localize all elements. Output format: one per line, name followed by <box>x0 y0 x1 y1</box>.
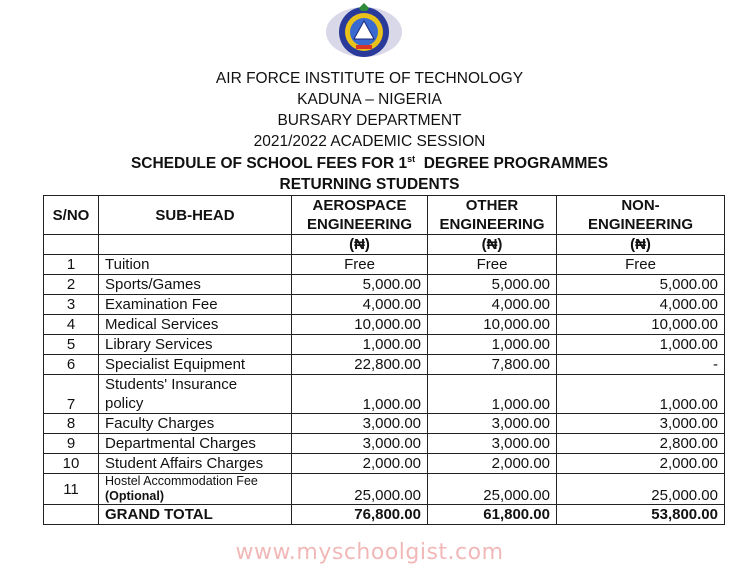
col-header-sno: S/NO <box>44 196 99 235</box>
currency-aero: (₦) <box>292 235 428 255</box>
col-header-non: NON- ENGINEERING <box>557 196 725 235</box>
academic-session: 2021/2022 ACADEMIC SESSION <box>253 133 486 150</box>
grand-total-non: 53,800.00 <box>557 505 725 525</box>
table-header-row <box>44 196 725 235</box>
institute-location: KADUNA – NIGERIA <box>297 91 442 108</box>
table-row: 2 Sports/Games 5,000.00 5,000.00 5,000.00 <box>44 275 725 295</box>
col-header-other: OTHER ENGINEERING <box>428 196 557 235</box>
grand-total-row <box>44 505 725 525</box>
grand-total-other: 61,800.00 <box>428 505 557 525</box>
schedule-subtitle: RETURNING STUDENTS <box>279 176 460 193</box>
col-header-subhead: SUB-HEAD <box>99 196 292 235</box>
table-row: 4 Medical Services 10,000.00 10,000.00 10,000.00 <box>44 315 725 335</box>
grand-total-label: GRAND TOTAL <box>99 505 292 525</box>
currency-other: (₦) <box>428 235 557 255</box>
department-name: BURSARY DEPARTMENT <box>277 112 462 129</box>
table-row: 8 Faculty Charges 3,000.00 3,000.00 3,000.00 <box>44 414 725 434</box>
watermark-text: www.myschoolgist.com <box>235 540 504 565</box>
table-row: 3 Examination Fee 4,000.00 4,000.00 4,000.00 <box>44 295 725 315</box>
fees-table <box>43 195 725 525</box>
table-row: 11 Hostel Accommodation Fee (Optional) 25,000.00 25,000.00 25,000.00 <box>44 474 725 505</box>
currency-non: (₦) <box>557 235 725 255</box>
grand-total-aero: 76,800.00 <box>292 505 428 525</box>
table-row: 6 Specialist Equipment 22,800.00 7,800.00 - <box>44 355 725 375</box>
table-row: 5 Library Services 1,000.00 1,000.00 1,000.00 <box>44 335 725 355</box>
table-row: 9 Departmental Charges 3,000.00 3,000.00 2,800.00 <box>44 434 725 454</box>
col-header-aerospace: AEROSPACE ENGINEERING <box>292 196 428 235</box>
currency-row <box>44 235 725 255</box>
table-row: 1 Tuition Free Free Free <box>44 255 725 275</box>
institute-crest-logo <box>323 2 405 58</box>
institute-name: AIR FORCE INSTITUTE OF TECHNOLOGY <box>215 70 524 87</box>
schedule-title: SCHEDULE OF SCHOOL FEES FOR 1st DEGREE PROGRAMMES <box>130 153 609 172</box>
table-row: 10 Student Affairs Charges 2,000.00 2,000.00 2,000.00 <box>44 454 725 474</box>
table-row: 7 Students' Insurance policy 1,000.00 1,000.00 1,000.00 <box>44 375 725 414</box>
